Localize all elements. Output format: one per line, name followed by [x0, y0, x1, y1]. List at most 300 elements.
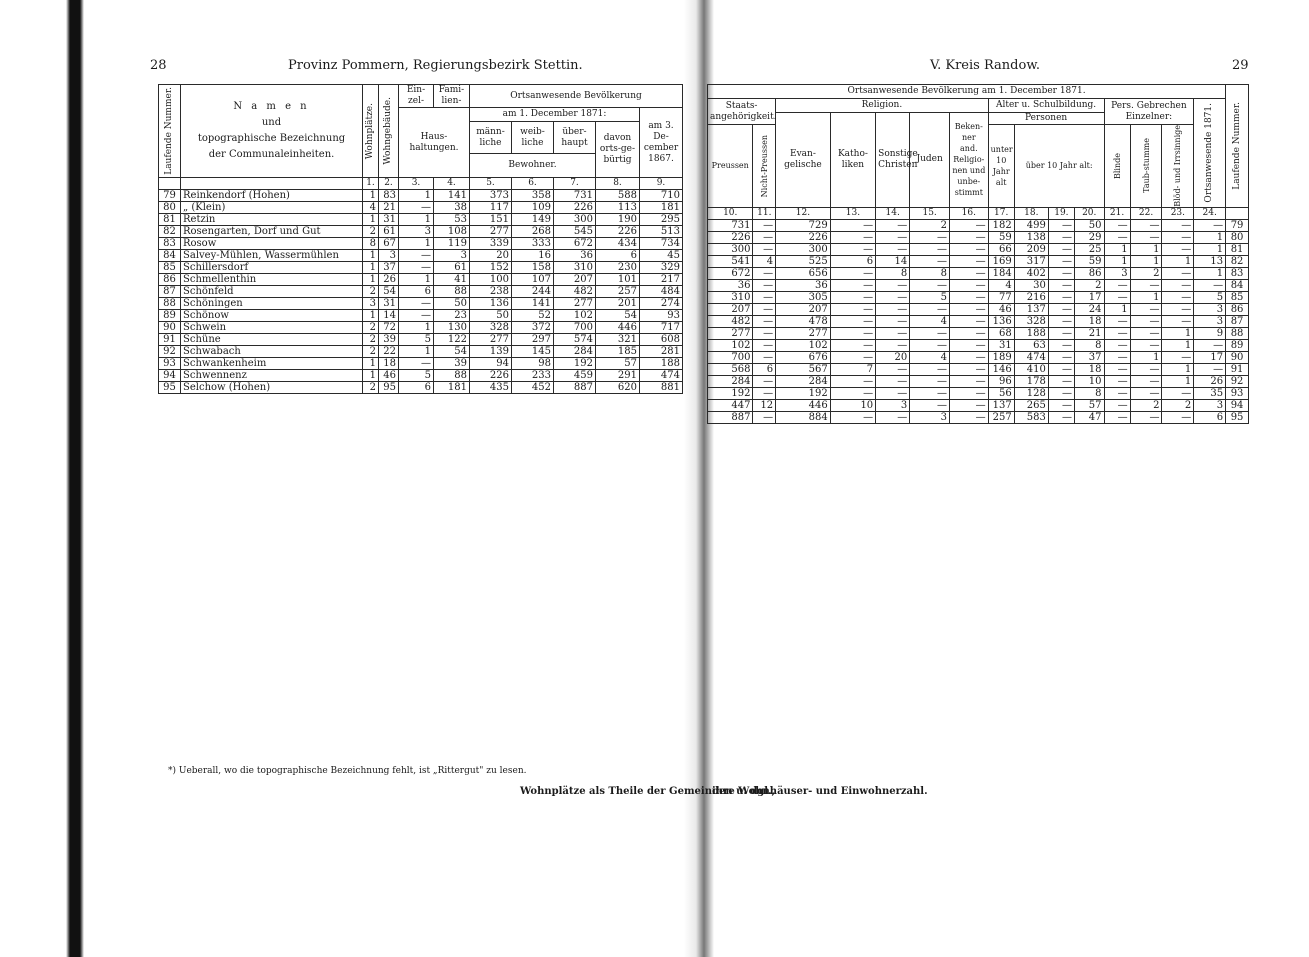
cell-oa: — — [1194, 363, 1226, 375]
cell-ka: — — [830, 291, 875, 303]
col-davon-ortsgebuertig: davon orts-ge-bürtig — [596, 122, 640, 178]
cell-c9: 513 — [640, 226, 683, 238]
cell-oa: 1 — [1194, 267, 1226, 279]
row-number: 84 — [1226, 279, 1249, 291]
cell-c5: 20 — [470, 250, 512, 262]
cell-ls: 188 — [1014, 327, 1048, 339]
cell-c1: 2 — [363, 334, 379, 346]
cell-c4: 39 — [434, 358, 470, 370]
col-namen: N a m e n und topographische Bezeichnung der Communaleinheiten. — [181, 85, 363, 178]
cell-bi: — — [1162, 231, 1194, 243]
cell-oa: — — [1194, 339, 1226, 351]
cell-p: 310 — [708, 291, 753, 303]
col-number: 16. — [950, 207, 989, 219]
cell-c3: 5 — [399, 334, 434, 346]
cell-c2: 22 — [379, 346, 399, 358]
cell-c7: 482 — [554, 286, 596, 298]
cell-ev: 192 — [776, 387, 831, 399]
col-1867: am 3. De-cember 1867. — [640, 108, 683, 178]
cell-an: 59 — [1074, 255, 1104, 267]
row-number: 79 — [159, 190, 181, 202]
cell-ts: — — [1130, 315, 1162, 327]
cell-an: 24 — [1074, 303, 1104, 315]
col-blinde: Blinde — [1104, 125, 1130, 208]
cell-so: — — [876, 219, 910, 231]
cell-oa: 6 — [1194, 411, 1226, 423]
cell-so: 3 — [876, 399, 910, 411]
group-ueber-10: über 10 Jahr alt: — [1014, 125, 1104, 208]
cell-c6: 107 — [512, 274, 554, 286]
cell-c8: 230 — [596, 262, 640, 274]
cell-ts: — — [1130, 387, 1162, 399]
cell-c7: 207 — [554, 274, 596, 286]
cell-c2: 31 — [379, 214, 399, 226]
cell-np: 6 — [753, 363, 776, 375]
col-nicht-preussen: Nicht-Preussen — [753, 125, 776, 208]
cell-sn: — — [1048, 327, 1074, 339]
cell-c1: 1 — [363, 262, 379, 274]
table-row — [159, 310, 683, 322]
cell-c9: 710 — [640, 190, 683, 202]
cell-ev: 478 — [776, 315, 831, 327]
cell-bi: — — [1162, 267, 1194, 279]
cell-c1: 2 — [363, 286, 379, 298]
cell-sn: — — [1048, 315, 1074, 327]
cell-c8: 101 — [596, 274, 640, 286]
cell-ls: 328 — [1014, 315, 1048, 327]
cell-bi: 1 — [1162, 363, 1194, 375]
col-weibliche: weib-liche — [512, 122, 554, 154]
group-alter: Alter u. Schulbildung. — [988, 99, 1104, 113]
cell-c6: 297 — [512, 334, 554, 346]
cell-sn: — — [1048, 255, 1074, 267]
cell-c9: 188 — [640, 358, 683, 370]
cell-c9: 484 — [640, 286, 683, 298]
cell-ka: 10 — [830, 399, 875, 411]
cell-sn: — — [1048, 363, 1074, 375]
cell-oa: 3 — [1194, 303, 1226, 315]
col-ueberhaupt: über-haupt — [554, 122, 596, 154]
cell-c1: 2 — [363, 382, 379, 394]
cell-ls: 583 — [1014, 411, 1048, 423]
right-table — [707, 84, 1249, 424]
cell-np: — — [753, 279, 776, 291]
cell-u10: 137 — [988, 399, 1014, 411]
col-number: 19. — [1048, 207, 1074, 219]
place-name: Schönfeld — [181, 286, 363, 298]
cell-c3: — — [399, 358, 434, 370]
cell-c9: 45 — [640, 250, 683, 262]
cell-an: 8 — [1074, 339, 1104, 351]
row-number: 90 — [1226, 351, 1249, 363]
cell-be: — — [950, 267, 989, 279]
cell-c2: 83 — [379, 190, 399, 202]
row-number: 95 — [159, 382, 181, 394]
cell-np: — — [753, 327, 776, 339]
cell-c9: 93 — [640, 310, 683, 322]
cell-bi: — — [1162, 411, 1194, 423]
col-bekenner: Beken-ner and. Religio-nen und unbe-stimmt — [950, 113, 989, 208]
col-number: 7. — [554, 178, 596, 190]
cell-c8: 226 — [596, 226, 640, 238]
cell-u10: 56 — [988, 387, 1014, 399]
cell-c7: 459 — [554, 370, 596, 382]
cell-c8: 6 — [596, 250, 640, 262]
group-ortsanwesende: Ortsanwesende Bevölkerung — [470, 85, 683, 108]
cell-c4: 41 — [434, 274, 470, 286]
cell-ka: — — [830, 411, 875, 423]
cell-ju: 2 — [910, 219, 950, 231]
cell-p: 36 — [708, 279, 753, 291]
cell-ts: — — [1130, 327, 1162, 339]
table-row — [159, 214, 683, 226]
cell-u10: 184 — [988, 267, 1014, 279]
cell-np: 12 — [753, 399, 776, 411]
cell-oa: 26 — [1194, 375, 1226, 387]
cell-c6: 158 — [512, 262, 554, 274]
cell-c7: 226 — [554, 202, 596, 214]
cell-sn: — — [1048, 267, 1074, 279]
cell-c5: 117 — [470, 202, 512, 214]
cell-p: 207 — [708, 303, 753, 315]
col-number: 17. — [988, 207, 1014, 219]
cell-c3: 1 — [399, 214, 434, 226]
cell-p: 447 — [708, 399, 753, 411]
cell-so: — — [876, 363, 910, 375]
cell-c7: 672 — [554, 238, 596, 250]
cell-c9: 608 — [640, 334, 683, 346]
cell-c7: 300 — [554, 214, 596, 226]
cell-u10: 96 — [988, 375, 1014, 387]
col-number: 18. — [1014, 207, 1048, 219]
cell-c7: 887 — [554, 382, 596, 394]
cell-ev: 284 — [776, 375, 831, 387]
table-row — [708, 279, 1249, 291]
table-row — [159, 226, 683, 238]
table-row — [159, 190, 683, 202]
cell-c7: 284 — [554, 346, 596, 358]
cell-ts: 1 — [1130, 243, 1162, 255]
cell-ls: 317 — [1014, 255, 1048, 267]
cell-c8: 588 — [596, 190, 640, 202]
col-wohngebaeude: Wohngebäude. — [379, 85, 399, 178]
cell-c7: 731 — [554, 190, 596, 202]
cell-ka: — — [830, 243, 875, 255]
cell-np: 4 — [753, 255, 776, 267]
cell-c4: 53 — [434, 214, 470, 226]
cell-c6: 233 — [512, 370, 554, 382]
cell-ts: 1 — [1130, 351, 1162, 363]
cell-c9: 474 — [640, 370, 683, 382]
cell-ts: — — [1130, 363, 1162, 375]
row-number: 87 — [1226, 315, 1249, 327]
cell-so: 8 — [876, 267, 910, 279]
cell-u10: 68 — [988, 327, 1014, 339]
col-number: 12. — [776, 207, 831, 219]
row-number: 81 — [1226, 243, 1249, 255]
table-row — [708, 303, 1249, 315]
cell-ev: 884 — [776, 411, 831, 423]
row-number: 88 — [159, 298, 181, 310]
cell-u10: 4 — [988, 279, 1014, 291]
col-evangelische: Evan-gelische — [776, 113, 831, 208]
row-number: 94 — [1226, 399, 1249, 411]
cell-ls: 474 — [1014, 351, 1048, 363]
cell-be: — — [950, 375, 989, 387]
cell-ka: — — [830, 339, 875, 351]
cell-bl: 1 — [1104, 255, 1130, 267]
group-december: am 1. December 1871: — [470, 108, 640, 122]
cell-c2: 37 — [379, 262, 399, 274]
cell-bl: 1 — [1104, 243, 1130, 255]
cell-an: 25 — [1074, 243, 1104, 255]
cell-an: 50 — [1074, 219, 1104, 231]
place-name: Retzin — [181, 214, 363, 226]
row-number: 82 — [1226, 255, 1249, 267]
cell-sn: — — [1048, 303, 1074, 315]
cell-c1: 2 — [363, 226, 379, 238]
cell-p: 731 — [708, 219, 753, 231]
cell-c1: 1 — [363, 274, 379, 286]
cell-an: 17 — [1074, 291, 1104, 303]
cell-ev: 36 — [776, 279, 831, 291]
cell-c3: 1 — [399, 238, 434, 250]
cell-c6: 98 — [512, 358, 554, 370]
row-number: 79 — [1226, 219, 1249, 231]
cell-np: — — [753, 411, 776, 423]
cell-c3: — — [399, 250, 434, 262]
cell-ev: 525 — [776, 255, 831, 267]
cell-so: — — [876, 243, 910, 255]
row-number: 81 — [159, 214, 181, 226]
cell-ts: — — [1130, 219, 1162, 231]
place-name: Rosow — [181, 238, 363, 250]
cell-c3: 5 — [399, 370, 434, 382]
col-unter-10: unter 10 Jahr alt — [988, 125, 1014, 208]
cell-c8: 190 — [596, 214, 640, 226]
row-number: 88 — [1226, 327, 1249, 339]
col-juden: Juden — [910, 113, 950, 208]
place-name: Schillersdorf — [181, 262, 363, 274]
cell-oa: 1 — [1194, 231, 1226, 243]
cell-be: — — [950, 327, 989, 339]
cell-c6: 452 — [512, 382, 554, 394]
cell-u10: 136 — [988, 315, 1014, 327]
cell-np: — — [753, 231, 776, 243]
cell-bi: — — [1162, 279, 1194, 291]
place-name: Schöningen — [181, 298, 363, 310]
cell-c1: 1 — [363, 250, 379, 262]
cell-c2: 72 — [379, 322, 399, 334]
cell-ju: — — [910, 375, 950, 387]
table-row — [159, 358, 683, 370]
cell-sn: — — [1048, 399, 1074, 411]
cell-c9: 717 — [640, 322, 683, 334]
cell-c1: 1 — [363, 358, 379, 370]
cell-bl: — — [1104, 231, 1130, 243]
cell-ju: — — [910, 339, 950, 351]
cell-bi: — — [1162, 315, 1194, 327]
cell-c3: 1 — [399, 274, 434, 286]
cell-u10: 66 — [988, 243, 1014, 255]
col-number: 4. — [434, 178, 470, 190]
footer-title-cont: ihre Wohnhäuser- und Einwohnerzahl. — [712, 786, 928, 797]
table-row — [159, 322, 683, 334]
cell-ka: 6 — [830, 255, 875, 267]
place-name: Salvey-Mühlen, Wassermühlen — [181, 250, 363, 262]
cell-an: 29 — [1074, 231, 1104, 243]
cell-c8: 620 — [596, 382, 640, 394]
cell-p: 102 — [708, 339, 753, 351]
cell-ls: 63 — [1014, 339, 1048, 351]
cell-p: 672 — [708, 267, 753, 279]
cell-ls: 138 — [1014, 231, 1048, 243]
cell-ka: — — [830, 351, 875, 363]
cell-ls: 499 — [1014, 219, 1048, 231]
cell-u10: 169 — [988, 255, 1014, 267]
row-number: 80 — [1226, 231, 1249, 243]
cell-c1: 4 — [363, 202, 379, 214]
cell-bi: 1 — [1162, 339, 1194, 351]
col-bloed-irrsinnige: Blöd- und Irrsinnige — [1162, 125, 1194, 208]
cell-c4: 38 — [434, 202, 470, 214]
cell-c2: 95 — [379, 382, 399, 394]
cell-u10: 46 — [988, 303, 1014, 315]
row-number: 89 — [1226, 339, 1249, 351]
cell-c4: 119 — [434, 238, 470, 250]
cell-ev: 102 — [776, 339, 831, 351]
cell-ev: 300 — [776, 243, 831, 255]
cell-oa: — — [1194, 279, 1226, 291]
cell-p: 300 — [708, 243, 753, 255]
place-name: Schwennenz — [181, 370, 363, 382]
cell-c5: 277 — [470, 334, 512, 346]
cell-c3: — — [399, 298, 434, 310]
row-number: 91 — [159, 334, 181, 346]
cell-ju: — — [910, 399, 950, 411]
row-number: 86 — [1226, 303, 1249, 315]
row-number: 83 — [159, 238, 181, 250]
row-number: 92 — [159, 346, 181, 358]
cell-c8: 291 — [596, 370, 640, 382]
row-number: 92 — [1226, 375, 1249, 387]
cell-c3: — — [399, 202, 434, 214]
table-row — [708, 387, 1249, 399]
cell-c6: 141 — [512, 298, 554, 310]
cell-bl: 3 — [1104, 267, 1130, 279]
table-row — [708, 315, 1249, 327]
cell-c9: 734 — [640, 238, 683, 250]
cell-c4: 130 — [434, 322, 470, 334]
row-number: 94 — [159, 370, 181, 382]
cell-ju: 3 — [910, 411, 950, 423]
cell-so: 14 — [876, 255, 910, 267]
cell-sn: — — [1048, 291, 1074, 303]
cell-c9: 881 — [640, 382, 683, 394]
cell-ts: 1 — [1130, 255, 1162, 267]
cell-bi: 1 — [1162, 375, 1194, 387]
cell-c5: 238 — [470, 286, 512, 298]
cell-c7: 574 — [554, 334, 596, 346]
cell-np: — — [753, 315, 776, 327]
cell-c9: 329 — [640, 262, 683, 274]
row-number: 80 — [159, 202, 181, 214]
cell-c5: 373 — [470, 190, 512, 202]
cell-so: — — [876, 387, 910, 399]
cell-c6: 52 — [512, 310, 554, 322]
cell-so: — — [876, 315, 910, 327]
col-number: 15. — [910, 207, 950, 219]
cell-p: 541 — [708, 255, 753, 267]
table-row — [159, 370, 683, 382]
cell-p: 482 — [708, 315, 753, 327]
cell-c7: 310 — [554, 262, 596, 274]
cell-c2: 39 — [379, 334, 399, 346]
cell-so: — — [876, 291, 910, 303]
cell-bl: — — [1104, 291, 1130, 303]
cell-ev: 226 — [776, 231, 831, 243]
row-number: 85 — [1226, 291, 1249, 303]
cell-ju: — — [910, 255, 950, 267]
cell-c5: 435 — [470, 382, 512, 394]
cell-c7: 277 — [554, 298, 596, 310]
cell-c2: 61 — [379, 226, 399, 238]
cell-sn: — — [1048, 279, 1074, 291]
col-number: 13. — [830, 207, 875, 219]
cell-an: 18 — [1074, 363, 1104, 375]
cell-ts: — — [1130, 339, 1162, 351]
cell-bi: 1 — [1162, 255, 1194, 267]
row-number: 90 — [159, 322, 181, 334]
cell-be: — — [950, 387, 989, 399]
cell-u10: 182 — [988, 219, 1014, 231]
cell-oa: — — [1194, 219, 1226, 231]
cell-ls: 410 — [1014, 363, 1048, 375]
cell-so: — — [876, 327, 910, 339]
row-number: 93 — [1226, 387, 1249, 399]
cell-c2: 21 — [379, 202, 399, 214]
cell-c3: — — [399, 262, 434, 274]
table-row — [708, 255, 1249, 267]
cell-an: 86 — [1074, 267, 1104, 279]
table-row — [159, 346, 683, 358]
cell-c8: 434 — [596, 238, 640, 250]
footnote: *) Ueberall, wo die topographische Bezeichnung fehlt, ist „Rittergut" zu lesen. — [168, 766, 527, 776]
cell-np: — — [753, 351, 776, 363]
cell-ka: — — [830, 315, 875, 327]
cell-bl: — — [1104, 411, 1130, 423]
cell-c6: 16 — [512, 250, 554, 262]
cell-c5: 50 — [470, 310, 512, 322]
cell-ju: — — [910, 279, 950, 291]
table-row — [159, 334, 683, 346]
cell-oa: 17 — [1194, 351, 1226, 363]
cell-c9: 274 — [640, 298, 683, 310]
cell-u10: 146 — [988, 363, 1014, 375]
cell-bl: — — [1104, 219, 1130, 231]
cell-be: — — [950, 363, 989, 375]
table-row — [159, 274, 683, 286]
row-number: 93 — [159, 358, 181, 370]
left-col-numbers — [159, 178, 683, 190]
cell-c3: 1 — [399, 346, 434, 358]
cell-bi: — — [1162, 291, 1194, 303]
cell-c1: 1 — [363, 190, 379, 202]
cell-c9: 295 — [640, 214, 683, 226]
place-name: Schwankenheim — [181, 358, 363, 370]
cell-ev: 656 — [776, 267, 831, 279]
cell-c5: 277 — [470, 226, 512, 238]
